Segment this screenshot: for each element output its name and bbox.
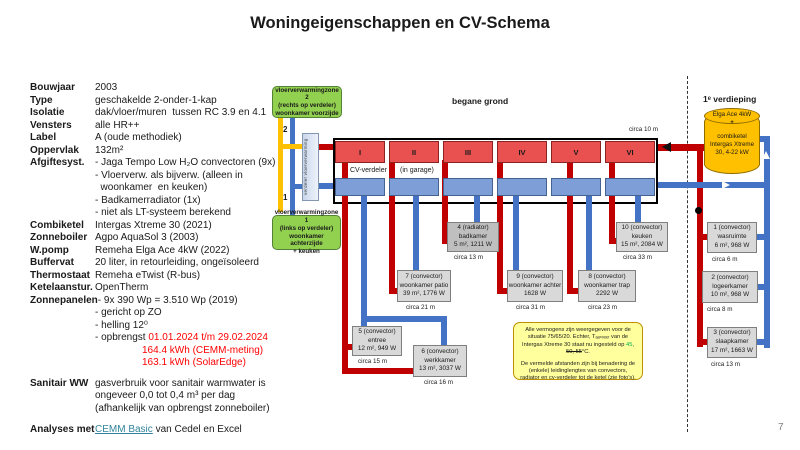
plus-sign: + <box>730 119 734 127</box>
property-row <box>30 245 275 258</box>
unit-room: wasruimte <box>717 233 747 241</box>
unit-wasruimte <box>707 222 757 253</box>
property-row <box>30 220 275 233</box>
prop-value: - niet als LT-systeem berekend <box>95 207 231 218</box>
unit-badkamer <box>447 222 499 252</box>
prop-label: Analyses met <box>30 424 95 435</box>
prop-value: - Vloerverw. als bijverw. (alleen in <box>95 169 243 181</box>
unit-spec: 12 m², 949 W <box>357 345 397 353</box>
prop-label: Combiketel <box>30 219 84 231</box>
supply-pipe <box>609 160 615 244</box>
prop-label <box>30 332 95 345</box>
zone1-line: vloerverwarmingzone 1 <box>274 209 339 224</box>
property-row <box>30 95 275 108</box>
prop-label: Buffervat <box>30 257 74 268</box>
return-pipe <box>441 316 447 347</box>
unit-title: 9 (convector) <box>516 272 554 280</box>
unit-title: 2 (convector) <box>711 273 749 281</box>
prop-label: Sanitair WW <box>30 377 89 389</box>
unit-title: 3 (convector) <box>713 329 751 337</box>
flow-arrow-left-icon <box>662 142 671 152</box>
prop-label: Type <box>30 94 53 106</box>
unit-spec: 17 m², 1663 W <box>711 346 753 354</box>
unit-room: slaapkamer <box>715 338 749 346</box>
prop-label: W.pomp <box>30 244 69 256</box>
property-row <box>30 257 275 270</box>
supply-pipe <box>697 151 703 347</box>
prop-label: Ketelaanstur. <box>30 282 93 293</box>
property-row <box>30 195 275 208</box>
property-row-sanitair <box>30 378 275 391</box>
prop-value: - Jaga Tempo Low H₂O convectoren (9x) <box>95 157 276 168</box>
property-row <box>30 145 275 158</box>
opbrengst-solaredge: 163.1 kWh (SolarEdge) <box>142 357 246 368</box>
prop-value: (afhankelijk van opbrengst zonneboiler) <box>95 402 270 414</box>
unit-spec: 6 m², 968 W <box>714 241 750 249</box>
prop-value: 132m² <box>95 144 124 156</box>
prop-value: dak/vloer/muren tussen RC 3.9 en 4.1 <box>95 107 267 118</box>
property-row-analyses <box>30 424 275 437</box>
return-pipe <box>290 115 295 216</box>
prop-label <box>30 207 95 220</box>
opbrengst-cemm: 164.4 kWh (CEMM-meting) <box>142 344 264 356</box>
prop-value: - Badkamerradiator (1x) <box>95 194 201 206</box>
manifold-supply-segment: V <box>551 141 601 163</box>
note-box <box>513 322 643 380</box>
property-row <box>30 207 275 220</box>
floor-heating-pipe <box>281 144 303 149</box>
zone-number-bottom: 1 <box>283 193 288 202</box>
unit-spec: 5 m², 1211 W <box>454 241 492 249</box>
first-floor-label: 1ᵉ verdieping <box>703 94 757 104</box>
distance-label: circa 8 m <box>707 306 733 313</box>
boiler-power: 30, 4-22 kW <box>715 149 749 157</box>
manifold-supply-segment: I <box>335 141 385 163</box>
prop-value: - helling 12⁰ <box>95 319 148 331</box>
prop-value: Remeha Elga Ace 4kW (2022) <box>95 244 230 256</box>
zone2-line: woonkamer voorzijde <box>275 109 339 117</box>
zone1-line: (links op verdeler) <box>279 224 334 232</box>
prop-label: Bouwjaar <box>30 82 76 93</box>
note-paragraph-1 <box>519 327 637 357</box>
unit-logeerkamer <box>702 271 758 303</box>
unit-room: woonkamer achter <box>508 281 562 289</box>
note-temp-old: 50, 55 <box>566 349 582 356</box>
return-pipe <box>361 193 367 328</box>
manifold-return-segment <box>551 178 601 196</box>
zone-number-top: 2 <box>283 125 288 134</box>
property-row <box>30 270 275 283</box>
property-row <box>30 107 275 120</box>
unit-werkkamer <box>413 345 467 377</box>
manifold-supply-segment: IV <box>497 141 547 163</box>
property-row-opbrengst <box>30 357 275 370</box>
prop-label <box>30 320 95 333</box>
prop-value: - gericht op ZO <box>95 307 162 318</box>
ground-floor-label: begane grond <box>452 96 509 106</box>
return-pipe <box>658 182 770 188</box>
unit-room: entree <box>367 336 387 344</box>
property-row <box>30 182 275 195</box>
return-pipe <box>513 193 519 272</box>
unit-woonkamer-trap <box>578 270 636 302</box>
prop-label: Isolatie <box>30 107 65 118</box>
prop-value: woonkamer en keuken) <box>95 182 208 193</box>
floor-heating-distributor: verdeler vloerverwarming <box>302 133 319 201</box>
prop-label: Thermostaat <box>30 269 91 281</box>
note-text: Alle vermogens zijn weergegeven voor de situatie 75/65/20. Echter, Tₐₐₙᵥₒₑᵣ van de Intergas Xtreme 30 staat nu ingesteld op <box>522 327 631 348</box>
prop-value: Remeha eTwist (R-bus) <box>95 269 201 281</box>
floor-heating-zone1-box <box>272 209 341 255</box>
page-title: Woningeigenschappen en CV-Schema <box>250 14 550 32</box>
unit-spec: 39 m², 1776 W <box>403 290 445 298</box>
prop-value: Intergas Xtreme 30 (2021) <box>95 219 212 231</box>
boiler-text <box>704 111 760 157</box>
unit-room: keuken <box>631 232 653 240</box>
zone1-line: woonkamer achterzijde <box>289 232 324 248</box>
property-row <box>30 132 275 145</box>
manifold-return-segment <box>389 178 439 196</box>
return-pipe <box>361 316 447 322</box>
unit-room: badkamer <box>458 232 488 240</box>
distance-label: circa 13 m <box>711 361 741 368</box>
floor-heating-zone2-box <box>272 86 342 118</box>
note-text: , <box>632 341 634 348</box>
unit-room: werkkamer <box>424 356 456 364</box>
prop-label: Zonnepanelen <box>30 294 98 306</box>
manifold-return-segment <box>497 178 547 196</box>
note-paragraph-2: De vermelde afstanden zijn bij benadering de (enkele) leidinglengtes van convectors, radiator en cv-verdeler tot de ketel (zie foto's). <box>520 360 636 382</box>
unit-room: woonkamer trap <box>584 281 630 289</box>
prop-value: OpenTherm <box>95 282 149 293</box>
return-pipe <box>635 193 641 224</box>
flow-arrow-up-icon <box>762 151 770 159</box>
opbrengst-period: 01.01.2024 t/m 29.02.2024 <box>148 332 268 343</box>
boiler-distance-label: circa 10 m <box>629 126 659 133</box>
distance-label: circa 33 m <box>623 254 653 261</box>
property-row <box>30 282 275 295</box>
prop-value <box>95 332 268 345</box>
prop-value: gasverbruik voor sanitair warmwater is <box>95 377 266 389</box>
distance-label: circa 6 m <box>712 256 738 263</box>
page-number: 7 <box>778 422 784 433</box>
prop-label <box>30 307 95 320</box>
return-pipe <box>474 193 480 224</box>
property-row-opbrengst <box>30 332 275 345</box>
property-row <box>30 170 275 183</box>
prop-label <box>30 357 95 370</box>
prop-label: Oppervlak <box>30 144 79 156</box>
manifold-return-segment <box>335 178 385 196</box>
unit-spec: 15 m², 2084 W <box>621 241 663 249</box>
return-pipe <box>586 193 592 272</box>
zone1-line: + keuken <box>293 248 320 255</box>
unit-spec: 10 m², 968 W <box>710 291 750 299</box>
property-panel <box>30 82 275 437</box>
distance-label: circa 31 m <box>516 304 546 311</box>
prop-label: Vensters <box>30 119 72 131</box>
zone2-line: (rechts op verdeler) <box>278 102 336 109</box>
prop-label: Afgiftesyst. <box>30 157 85 168</box>
opbrengst-prefix: - opbrengst <box>95 332 149 343</box>
manifold-supply-segment: III <box>443 141 493 163</box>
property-row <box>30 307 275 320</box>
note-temp-new: 45 <box>626 341 633 348</box>
property-row-opbrengst <box>30 345 275 358</box>
prop-label <box>30 170 95 183</box>
unit-title: 5 (convector) <box>358 327 396 335</box>
return-pipe <box>317 183 333 189</box>
distance-label: circa 13 m <box>454 254 484 261</box>
note-text: °C. <box>581 349 590 356</box>
prop-value: ongeveer 0,0 tot 0,4 m³ per dag <box>95 390 236 401</box>
prop-value: 2003 <box>95 82 118 93</box>
supply-pipe <box>317 144 333 150</box>
boiler-model: Intergas Xtreme <box>709 141 755 149</box>
unit-title: 6 (convector) <box>421 347 459 355</box>
heatpump-label: Elga Ace 4kW <box>712 111 752 118</box>
flow-arrow-right-icon <box>722 181 730 189</box>
unit-title: 10 (convector) <box>621 223 663 231</box>
prop-label <box>30 182 95 195</box>
prop-label <box>30 390 95 403</box>
unit-spec: 13 m², 3037 W <box>419 365 461 373</box>
prop-label <box>30 345 95 358</box>
prop-label <box>30 403 95 416</box>
distance-label: circa 21 m <box>406 304 436 311</box>
unit-spec: 2292 W <box>595 290 619 298</box>
unit-woonkamer-achter <box>507 270 563 302</box>
unit-title: 4 (radiator) <box>457 223 489 231</box>
prop-value: A (oude methodiek) <box>95 132 182 143</box>
prop-value: - 9x 390 Wp = 3.510 Wp (2019) <box>97 294 238 306</box>
manifold-return-segment <box>443 178 493 196</box>
zone2-line: vloerverwarmingzone 2 <box>275 86 339 102</box>
prop-label <box>30 195 95 208</box>
manifold-supply-segment: VI <box>605 141 655 163</box>
return-pipe <box>413 193 419 272</box>
prop-label: Zonneboiler <box>30 232 88 243</box>
distance-label: circa 15 m <box>358 358 388 365</box>
unit-spec: 1628 W <box>523 290 547 298</box>
unit-room: woonkamer patio <box>399 281 449 289</box>
prop-value: Agpo AquaSol 3 (2003) <box>95 232 199 243</box>
manifold-supply-segment: II <box>389 141 439 163</box>
unit-title: 8 (convector) <box>588 272 626 280</box>
floor-divider-line <box>687 76 688 432</box>
unit-woonkamer-patio <box>397 270 451 302</box>
property-row <box>30 82 275 95</box>
property-row-sanitair <box>30 390 275 403</box>
unit-slaapkamer <box>707 327 757 358</box>
pipe-junction-dot <box>695 207 702 214</box>
prop-value <box>95 424 242 437</box>
manifold-return-segment <box>605 178 655 196</box>
property-row <box>30 295 275 308</box>
cemm-basic-link[interactable]: CEMM Basic <box>95 424 153 435</box>
property-row-sanitair <box>30 403 275 416</box>
property-row <box>30 232 275 245</box>
analyses-suffix: van Cedel en Excel <box>152 424 242 435</box>
boiler-label: combiketel <box>717 133 747 141</box>
cv-verdeler-label: CV-verdeler <box>350 167 387 174</box>
unit-room: logeerkamer <box>712 282 748 290</box>
unit-title: 7 (convector) <box>405 272 443 280</box>
cv-verdeler-location: (in garage) <box>400 167 434 174</box>
property-row <box>30 320 275 333</box>
unit-keuken <box>616 222 668 252</box>
distance-label: circa 16 m <box>424 379 454 386</box>
property-row <box>30 157 275 170</box>
unit-title: 1 (convector) <box>713 224 751 232</box>
prop-label: Label <box>30 132 57 143</box>
distance-label: circa 23 m <box>588 304 618 311</box>
supply-pipe <box>342 368 416 374</box>
property-row <box>30 120 275 133</box>
prop-value: 20 liter, in retourleiding, ongeïsoleerd <box>95 257 259 268</box>
return-pipe <box>764 136 770 348</box>
unit-entree <box>352 326 402 356</box>
prop-value: alle HR++ <box>95 119 140 131</box>
prop-value: geschakelde 2-onder-1-kap <box>95 94 217 106</box>
